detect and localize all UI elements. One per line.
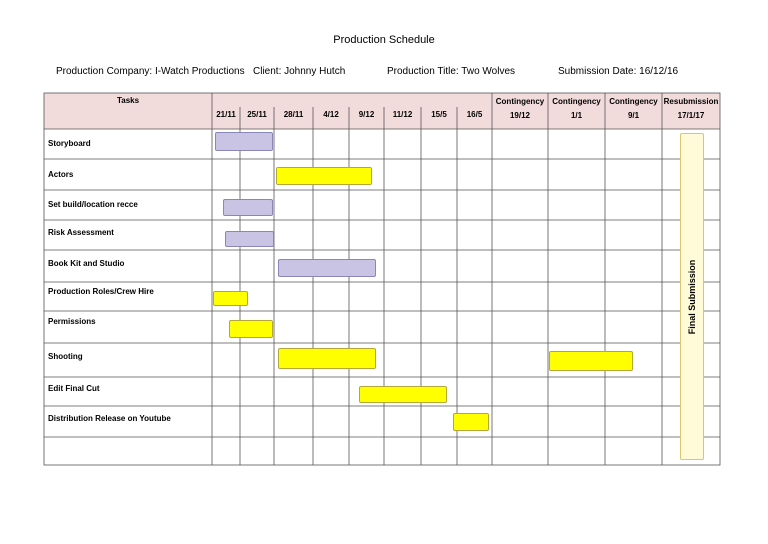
risk-assessment-bar — [225, 231, 274, 247]
date-header: 21/11 — [216, 110, 236, 119]
task-label-distribution: Distribution Release on Youtube — [48, 414, 171, 423]
storyboard-bar — [215, 132, 273, 151]
task-label-shooting: Shooting — [48, 352, 83, 361]
date-header: 4/12 — [323, 110, 339, 119]
task-label-actors: Actors — [48, 170, 74, 179]
contingency-date: 9/1 — [627, 111, 640, 120]
actors-bar — [276, 167, 372, 185]
contingency-date: 1/1 — [570, 111, 583, 120]
contingency-header — [605, 96, 662, 121]
resubmission-label: Resubmission — [663, 97, 719, 106]
contingency-header — [548, 96, 605, 121]
permissions-bar — [229, 320, 273, 338]
task-label-set-build: Set build/location recce — [48, 200, 138, 209]
page-title: Production Schedule — [333, 34, 435, 46]
contingency-header — [492, 96, 548, 121]
final-submission-label: Final Submission — [687, 259, 697, 334]
date-header: 11/12 — [392, 110, 413, 119]
date-header: 28/11 — [283, 110, 304, 119]
date-header: 16/5 — [466, 110, 483, 119]
client-label: Client: Johnny Hutch — [253, 66, 346, 77]
task-label-book-kit: Book Kit and Studio — [48, 259, 125, 268]
resubmission-header — [662, 96, 720, 121]
date-header: 25/11 — [247, 110, 267, 119]
task-label-edit: Edit Final Cut — [48, 384, 100, 393]
contingency-label: Contingency — [495, 97, 545, 106]
resubmission-date: 17/1/17 — [677, 111, 705, 120]
book-kit-bar — [278, 259, 376, 277]
tasks-header: Tasks — [116, 96, 140, 105]
contingency-label: Contingency — [609, 97, 658, 106]
crew-hire-bar — [213, 291, 248, 306]
shooting-contingency-bar — [549, 351, 633, 371]
task-label-crew-hire: Production Roles/Crew Hire — [48, 287, 154, 296]
contingency-label: Contingency — [552, 97, 601, 106]
set-build-bar — [223, 199, 273, 216]
final-submission-bar — [680, 133, 704, 460]
distribution-bar — [453, 413, 489, 431]
shooting-bar — [278, 348, 376, 369]
task-label-storyboard: Storyboard — [48, 139, 91, 148]
production-title-label: Production Title: Two Wolves — [387, 66, 516, 77]
edit-bar — [359, 386, 447, 403]
task-label-risk-assessment: Risk Assessment — [48, 228, 114, 237]
date-header: 15/5 — [431, 110, 447, 119]
task-label-permissions: Permissions — [48, 317, 96, 326]
date-header: 9/12 — [358, 110, 375, 119]
contingency-date: 19/12 — [509, 111, 531, 120]
submission-date-label: Submission Date: 16/12/16 — [558, 66, 679, 77]
company-label: Production Company: I-Watch Productions — [56, 66, 245, 77]
